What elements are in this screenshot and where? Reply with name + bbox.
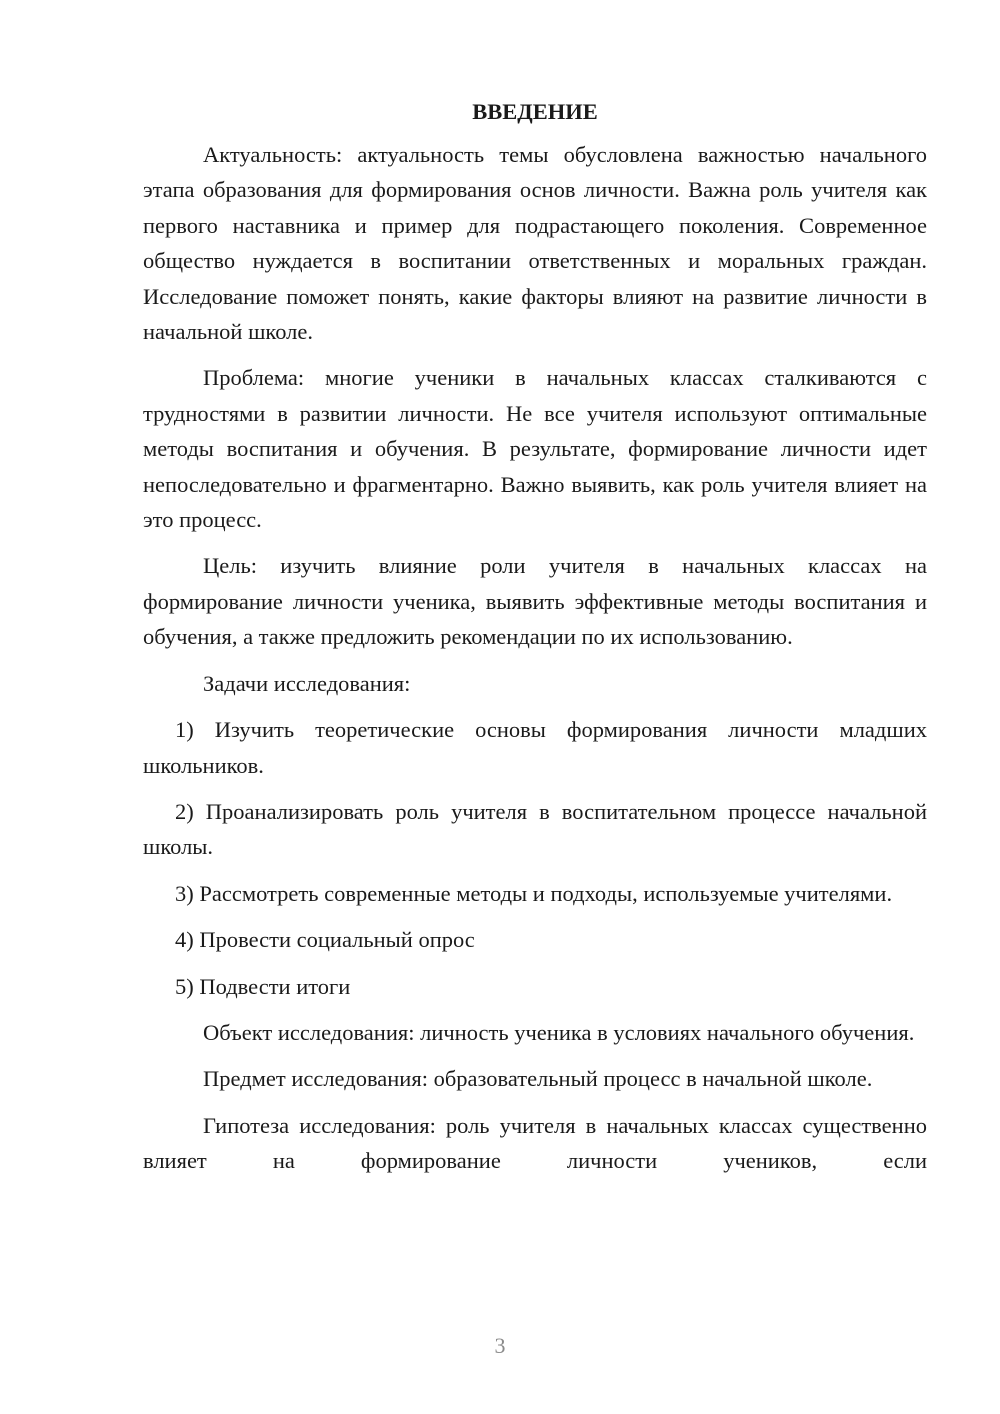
task-item-4: 4) Провести социальный опрос [175, 927, 475, 953]
task-item-1: 1) Изучить теоретические основы формирования личности младших школьников. [143, 717, 927, 778]
tasks-title: Задачи исследования: [203, 670, 411, 696]
page-number: 3 [494, 1333, 506, 1358]
goal-paragraph: Цель: изучить влияние роли учителя в начальных классах на формирование личности ученика, выявить эффективные методы воспитания и обучения, а также предложить рекомендации по их использованию. [143, 553, 927, 650]
task-item-3: 3) Рассмотреть современные методы и подходы, используемые учителями. [175, 880, 893, 906]
relevance-paragraph: Актуальность: актуальность темы обусловлена важностью начального этапа образования для формирования основ личности. Важна роль учителя как первого наставника и пример для подрастающего поколения. Современное общество нуждается в воспитании ответственных и моральных граждан. Исследование поможет понять, какие факторы влияют на развитие личности в начальной школе. [143, 142, 927, 345]
task-item-5: 5) Подвести итоги [175, 973, 351, 999]
problem-paragraph: Проблема: многие ученики в начальных классах сталкиваются с трудностями в развитии личности. Не все учителя используют оптимальные методы воспитания и обучения. В результате, формирование личности идет непоследовательно и фрагментарно. Важно выявить, как роль учителя влияет на это процесс. [143, 365, 927, 533]
task-item-2: 2) Проанализировать роль учителя в воспитательном процессе начальной школы. [143, 798, 927, 860]
page-content [143, 97, 927, 1179]
section-heading: ВВЕДЕНИЕ [472, 99, 598, 124]
subject-paragraph: Предмет исследования: образовательный процесс в начальной школе. [203, 1066, 873, 1092]
object-paragraph: Объект исследования: личность ученика в условиях начального обучения. [203, 1019, 915, 1045]
hypothesis-paragraph: Гипотеза исследования: роль учителя в начальных классах существенно влияет на формирование личности учеников, если [143, 1112, 927, 1174]
